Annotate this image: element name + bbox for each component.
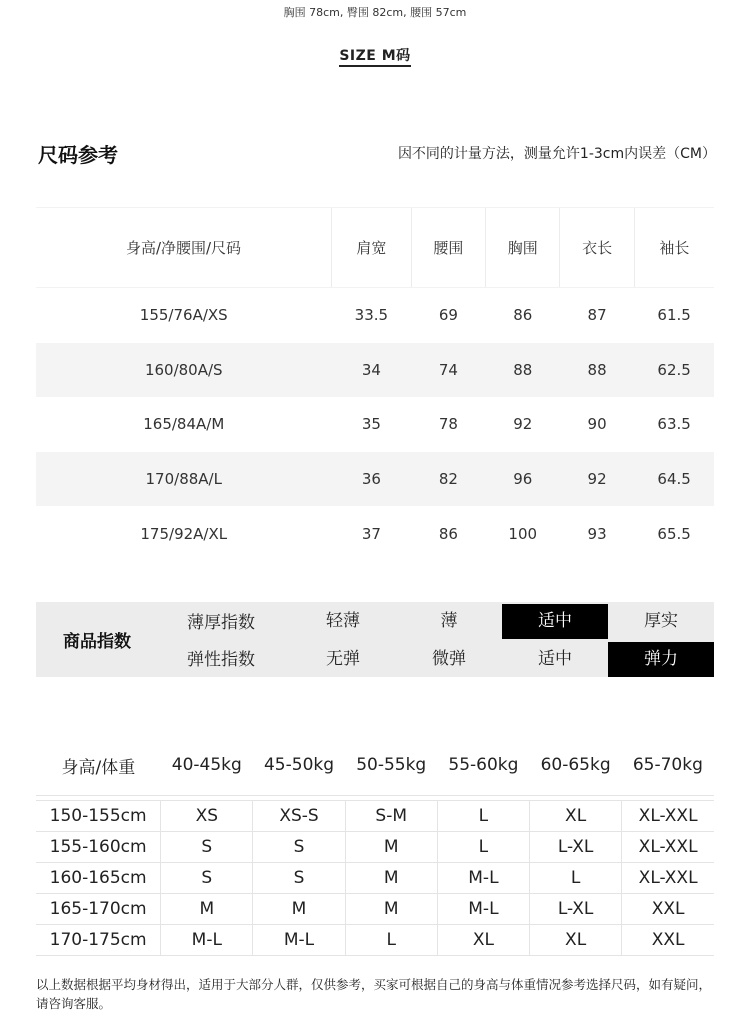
size-cell: 78 [438, 415, 458, 434]
size-cell: 90 [587, 415, 607, 434]
size-cell: 96 [486, 452, 560, 507]
hw-cell: XS [161, 801, 253, 832]
size-table-row [36, 506, 714, 561]
hw-cell: L [437, 801, 529, 832]
hw-header-row [36, 735, 714, 796]
hw-cell: XS-S [253, 801, 345, 832]
hw-cell: XL-XXL [622, 863, 714, 894]
size-cell: 87 [587, 306, 607, 325]
elasticity-option: 无弹 [326, 649, 360, 669]
hw-row [36, 925, 714, 956]
hw-cell: XL [530, 801, 622, 832]
size-cell: 35 [361, 415, 381, 434]
size-cell: 34 [332, 343, 412, 398]
hw-cell: M [253, 894, 345, 925]
thickness-option-selected: 适中 [502, 604, 608, 639]
hw-cell: S-M [345, 801, 437, 832]
elasticity-index-label: 弹性指数 [187, 650, 255, 670]
size-cell: 74 [411, 343, 485, 398]
elasticity-option: 适中 [538, 649, 572, 669]
hw-cell: L [345, 925, 437, 956]
size-cell: 37 [361, 524, 381, 543]
hw-cell: L [437, 832, 529, 863]
hw-cell: M-L [437, 894, 529, 925]
size-table-row [36, 452, 714, 507]
hw-cell: S [253, 863, 345, 894]
size-cell: 64.5 [634, 452, 714, 507]
hw-cell: XL-XXL [622, 832, 714, 863]
size-cell: 63.5 [657, 415, 691, 434]
hw-cell: S [161, 863, 253, 894]
size-cell: 62.5 [634, 343, 714, 398]
size-cell: 175/92A/XL [140, 524, 228, 543]
size-cell: 69 [438, 306, 458, 325]
hw-cell: L-XL [530, 832, 622, 863]
size-header-cell: 袖长 [634, 208, 714, 288]
hw-cell: XXL [622, 925, 714, 956]
size-header-cell: 肩宽 [332, 208, 412, 288]
hw-cell: M-L [253, 925, 345, 956]
size-cell: 61.5 [657, 306, 691, 325]
hw-cell: M [345, 894, 437, 925]
hw-header-cell: 身高/体重 [36, 735, 161, 796]
size-header-cell: 胸围 [486, 208, 560, 288]
size-cell: 100 [508, 524, 538, 543]
hw-header-cell: 55-60kg [437, 735, 529, 796]
disclaimer-note: 以上数据根据平均身材得出，适用于大部分人群，仅供参考，买家可根据自己的身高与体重情况参考选择尺码，如有疑问，请咨询客服。 [36, 977, 712, 1011]
size-cell: 155/76A/XS [139, 306, 228, 325]
product-index-title: 商品指数 [63, 632, 131, 652]
elasticity-option-selected: 弹力 [608, 642, 714, 677]
size-cell: 82 [411, 452, 485, 507]
size-header-cell: 衣长 [560, 208, 634, 288]
model-size-text: SIZE M码 [339, 48, 410, 67]
height-weight-table [36, 735, 714, 956]
hw-cell: XL-XXL [622, 801, 714, 832]
hw-cell: M [345, 863, 437, 894]
size-table-row [36, 343, 714, 398]
hw-cell: 165-170cm [36, 894, 161, 925]
hw-header-cell: 65-70kg [622, 735, 714, 796]
size-table-header-row [36, 208, 714, 288]
hw-cell: L-XL [530, 894, 622, 925]
size-header-cell: 身高/净腰围/尺码 [36, 208, 332, 288]
size-cell: 86 [438, 524, 458, 543]
thickness-option: 厚实 [644, 611, 678, 631]
hw-cell: M [345, 832, 437, 863]
model-measurements: 胸围 78cm, 臀围 82cm, 腰围 57cm [283, 6, 467, 19]
size-reference-title: 尺码参考 [38, 143, 118, 167]
elasticity-option: 微弹 [432, 649, 466, 669]
hw-header-cell: 45-50kg [253, 735, 345, 796]
size-cell: 36 [332, 452, 412, 507]
model-size-label [0, 45, 750, 65]
size-cell: 170/88A/L [36, 452, 332, 507]
measurement-note: 因不同的计量方法，测量允许1-3cm内误差（CM） [397, 146, 716, 162]
hw-row [36, 801, 714, 832]
size-cell: 92 [513, 415, 533, 434]
size-cell: 165/84A/M [143, 415, 225, 434]
hw-cell: 160-165cm [36, 863, 161, 894]
hw-cell: 150-155cm [36, 801, 161, 832]
hw-header-cell: 50-55kg [345, 735, 437, 796]
size-cell: 65.5 [657, 524, 691, 543]
hw-cell: XXL [622, 894, 714, 925]
hw-cell: M-L [437, 863, 529, 894]
hw-cell: L [530, 863, 622, 894]
hw-cell: 155-160cm [36, 832, 161, 863]
hw-cell: XL [530, 925, 622, 956]
thickness-index-label: 薄厚指数 [187, 613, 255, 633]
size-cell: 86 [513, 306, 533, 325]
size-cell: 160/80A/S [36, 343, 332, 398]
size-reference-table [36, 207, 714, 561]
size-cell: 88 [486, 343, 560, 398]
hw-cell: XL [437, 925, 529, 956]
hw-cell: S [161, 832, 253, 863]
thickness-option: 轻薄 [326, 611, 360, 631]
product-index-panel [36, 602, 714, 677]
size-cell: 88 [560, 343, 634, 398]
size-table-row [36, 288, 714, 343]
hw-cell: M-L [161, 925, 253, 956]
hw-row [36, 832, 714, 863]
size-cell: 93 [587, 524, 607, 543]
thickness-option: 薄 [440, 611, 458, 631]
size-cell: 92 [560, 452, 634, 507]
hw-header-cell: 60-65kg [530, 735, 622, 796]
hw-row [36, 894, 714, 925]
hw-cell: S [253, 832, 345, 863]
size-header-cell: 腰围 [411, 208, 485, 288]
size-cell: 33.5 [354, 306, 389, 325]
hw-cell: M [161, 894, 253, 925]
hw-row [36, 863, 714, 894]
hw-cell: 170-175cm [36, 925, 161, 956]
hw-header-cell: 40-45kg [161, 735, 253, 796]
size-table-row [36, 397, 714, 452]
